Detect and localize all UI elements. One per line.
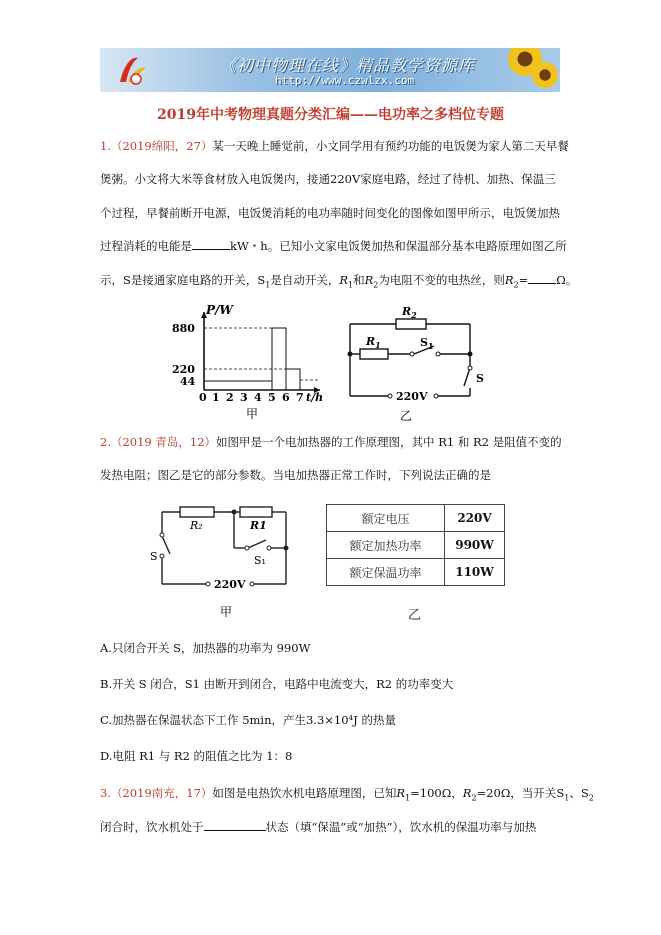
graph-xtick: 3 xyxy=(240,391,248,404)
graph-xtick: 6 xyxy=(282,391,290,404)
q1-line-5: 示，S是接通家庭电路的开关，$S_1$是自动开关，$R_1$和$R_2$为电阻不变的电热丝，则$R_2= \Omega$。 xyxy=(100,273,578,290)
q1-number: 1. xyxy=(100,139,111,153)
svg-text:R2: $R_2$ xyxy=(402,305,417,320)
q1-source: （2019绵阳，27） xyxy=(110,139,213,153)
q1-circuit-diagram xyxy=(340,300,490,424)
graph-caption: 甲 xyxy=(246,407,259,421)
q2-line-2: 发热电阻；图乙是它的部分参数。当电加热器正常工作时，下列说法正确的是 xyxy=(100,468,491,482)
graph-ylabel: P/W xyxy=(206,303,233,317)
q2-spec-table xyxy=(326,504,505,586)
banner-title: 《初中物理在线》精品教学资源库 xyxy=(220,56,476,75)
q2-option-a[interactable]: A.只闭合开关 S，加热器的功率为 990W xyxy=(100,641,311,655)
table-row: 额定电压 220V xyxy=(327,505,505,532)
q1-text: 某一天晚上睡觉前，小文同学用有预约功能的电饭煲为家人第二天早餐 xyxy=(212,139,569,153)
graph-xtick: 2 xyxy=(226,391,234,404)
q2-option-d[interactable]: D.电阻 R1 与 R2 的阻值之比为 1：8 xyxy=(100,749,293,763)
table-row: 额定加热功率 990W xyxy=(327,532,505,559)
svg-text:220V: 220V xyxy=(214,578,246,591)
svg-text:R₂: R₂ xyxy=(190,519,203,532)
svg-text:S: S xyxy=(150,550,158,563)
graph-xlabel: t/h xyxy=(306,391,324,404)
q2-option-b[interactable]: B.开关 S 闭合，S1 由断开到闭合，电路中电流变大，R2 的功率变大 xyxy=(100,677,454,691)
q2-line-1: 2.（2019 青岛，12）如图甲是一个电加热器的工作原理图，其中 R1 和 R2 是阻值不变的 xyxy=(100,435,562,449)
banner-url[interactable]: http://www.czwlzx.com xyxy=(275,74,415,87)
circuit-caption: 乙 xyxy=(400,409,413,423)
q1-power-time-graph xyxy=(170,298,330,422)
graph-ytick: 880 xyxy=(172,322,195,335)
svg-text:S1: $S_1$ xyxy=(420,336,434,351)
q2-table-caption: 乙 xyxy=(408,608,422,623)
q2-circuit-diagram xyxy=(150,498,310,622)
q2-option-c[interactable]: C.加热器在保温状态下工作 5min，产生3.3×10⁴J 的热量 xyxy=(100,713,396,727)
q1-line-1 xyxy=(100,139,569,153)
graph-xtick: 5 xyxy=(268,391,276,404)
q3-line-2: 闭合时，饮水机处于 状态（填“保温”或“加热”），饮水机的保温功率与加热 xyxy=(100,820,537,834)
svg-text:220V: 220V xyxy=(396,390,428,403)
q3-answer-blank[interactable] xyxy=(204,820,266,831)
graph-xtick: 0 xyxy=(199,391,207,404)
svg-text:R1: $R_1$ xyxy=(366,335,381,350)
svg-text:R1: R1 xyxy=(250,519,267,532)
q1-answer-blank-2[interactable] xyxy=(528,273,556,284)
q1-line-4: 过程消耗的电能是 kW・h。已知小文家电饭煲加热和保温部分基本电路原理如图乙所 xyxy=(100,239,567,253)
q3-line-1: 3.（2019南充，17）如图是电热饮水机电路原理图，已知$R_1=100\Omega$，$R_2=20\Omega$，当开关$S_1$、$S_2$ xyxy=(100,786,594,803)
sunflower-icon xyxy=(532,62,558,88)
graph-xtick: 1 xyxy=(212,391,220,404)
header-banner xyxy=(100,48,560,92)
graph-ytick: 220 xyxy=(172,363,195,376)
q1-line-2: 煲粥。小文将大米等食材放入电饭煲内，接通220V家庭电路，经过了待机、加热、保温三 xyxy=(100,172,556,186)
graph-xtick: 4 xyxy=(254,391,262,404)
svg-text:S₁: S₁ xyxy=(254,554,266,567)
q1-answer-blank-1[interactable] xyxy=(192,239,230,250)
q1-line-3: 个过程，早餐前断开电源，电饭煲消耗的电功率随时间变化的图像如图甲所示，电饭煲加热 xyxy=(100,206,560,220)
table-row: 额定保温功率 110W xyxy=(327,559,505,586)
svg-text:甲: 甲 xyxy=(220,605,233,619)
document-title: 2019年中考物理真题分类汇编——电功率之多档位专题 xyxy=(157,107,504,123)
graph-ytick: 44 xyxy=(180,375,196,388)
svg-text:S: S xyxy=(476,372,484,385)
logo-icon xyxy=(114,52,150,88)
graph-xtick: 7 xyxy=(296,391,304,404)
